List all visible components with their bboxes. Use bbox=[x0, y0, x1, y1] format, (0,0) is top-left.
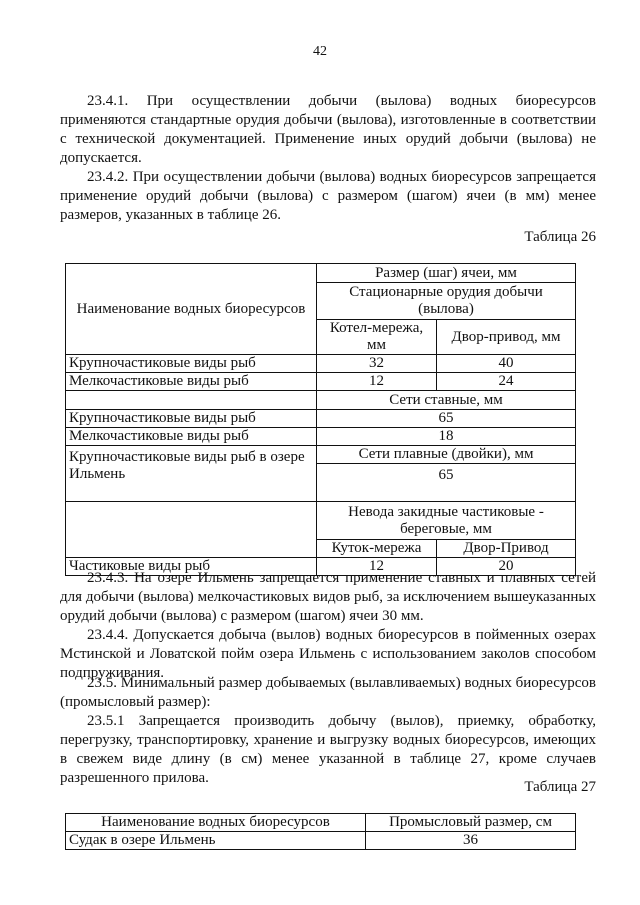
page-number: 42 bbox=[313, 44, 327, 59]
group-stationary: Стационарные орудия добычи (вылова) bbox=[317, 283, 576, 320]
row-name: Крупночастиковые виды рыб bbox=[66, 355, 317, 373]
cell-value: 65 bbox=[317, 410, 576, 428]
table-header-name: Наименование водных биоресурсов bbox=[66, 264, 317, 355]
cell-dvor: 24 bbox=[437, 373, 576, 391]
group-nevoda: Невода закидные частиковые - береговые, мм bbox=[317, 502, 576, 540]
row-name: Судак в озере Ильмень bbox=[66, 832, 366, 850]
cell-dvor: 40 bbox=[437, 355, 576, 373]
row-name: Частиковые виды рыб bbox=[66, 558, 317, 576]
group-stavnye: Сети ставные, мм bbox=[317, 391, 576, 410]
paragraph-23-4-4: 23.4.4. Допускается добыча (вылов) водных биоресурсов в пойменных озерах Мстинской и Ловатской пойм озера Ильмень с использованием заколов способом подпруживания. bbox=[60, 627, 596, 681]
cell-kotel: 32 bbox=[317, 355, 437, 373]
table-row bbox=[66, 410, 576, 428]
group-plavnye: Сети плавные (двойки), мм bbox=[317, 446, 576, 464]
table-row bbox=[66, 373, 576, 391]
cell-value: 65 bbox=[317, 464, 576, 502]
cell-kotel: 12 bbox=[317, 373, 437, 391]
paragraph-23-4-1: 23.4.1. При осуществлении добычи (вылова) водных биоресурсов применяются стандартные орудия добычи (вылова), изготовленные в соответствии с технической документацией. Применение иных орудий добычи (вылова) не допускается. bbox=[60, 93, 596, 166]
col-kutok: Куток-мережа bbox=[317, 540, 437, 558]
row-name: Крупночастиковые виды рыб bbox=[66, 410, 317, 428]
table-header-mesh: Размер (шаг) ячеи, мм bbox=[317, 264, 576, 283]
table-27 bbox=[65, 813, 576, 850]
col-dvor2: Двор-Привод bbox=[437, 540, 576, 558]
table-27-caption: Таблица 27 bbox=[524, 779, 596, 795]
col-dvor: Двор-привод, мм bbox=[437, 320, 576, 355]
table-row bbox=[66, 832, 576, 850]
col-kotel: Котел-мережа, мм bbox=[317, 320, 437, 355]
cell-kutok: 12 bbox=[317, 558, 437, 576]
table-row bbox=[66, 355, 576, 373]
paragraph-23-5-1: 23.5.1 Запрещается производить добычу (вылов), приемку, обработку, перегрузку, транспортировку, хранение и выгрузку водных биоресурсов, имеющих в свежем виде длину (в см) менее указанной в таблице 27, кроме случаев разрешенного прилова. bbox=[60, 713, 596, 786]
row-name: Крупночастиковые виды рыб в озере Ильмень bbox=[66, 446, 317, 502]
paragraph-23-4-2: 23.4.2. При осуществлении добычи (вылова) водных биоресурсов запрещается применение орудий добычи (вылова) с размером (шагом) ячеи (в мм) менее размеров, указанных в таблице 26. bbox=[60, 169, 596, 223]
paragraph-23-4-3: 23.4.3. На озере Ильмень запрещается применение ставных и плавных сетей для добычи (вылова) мелкочастиковых видов рыб, за исключением вышеуказанных орудий добычи (вылова) с размером (шагом) ячеи 30 мм. bbox=[60, 570, 596, 624]
table-26 bbox=[65, 263, 576, 576]
cell-value: 18 bbox=[317, 428, 576, 446]
cell-dvor: 20 bbox=[437, 558, 576, 576]
cell-size: 36 bbox=[366, 832, 576, 850]
row-name: Мелкочастиковые виды рыб bbox=[66, 373, 317, 391]
table-26-caption: Таблица 26 bbox=[524, 229, 596, 245]
row-name: Мелкочастиковые виды рыб bbox=[66, 428, 317, 446]
table-header-name: Наименование водных биоресурсов bbox=[66, 814, 366, 832]
paragraph-23-5: 23.5. Минимальный размер добываемых (вылавливаемых) водных биоресурсов (промысловый размер): bbox=[60, 675, 596, 710]
table-header-size: Промысловый размер, см bbox=[366, 814, 576, 832]
table-row bbox=[66, 428, 576, 446]
